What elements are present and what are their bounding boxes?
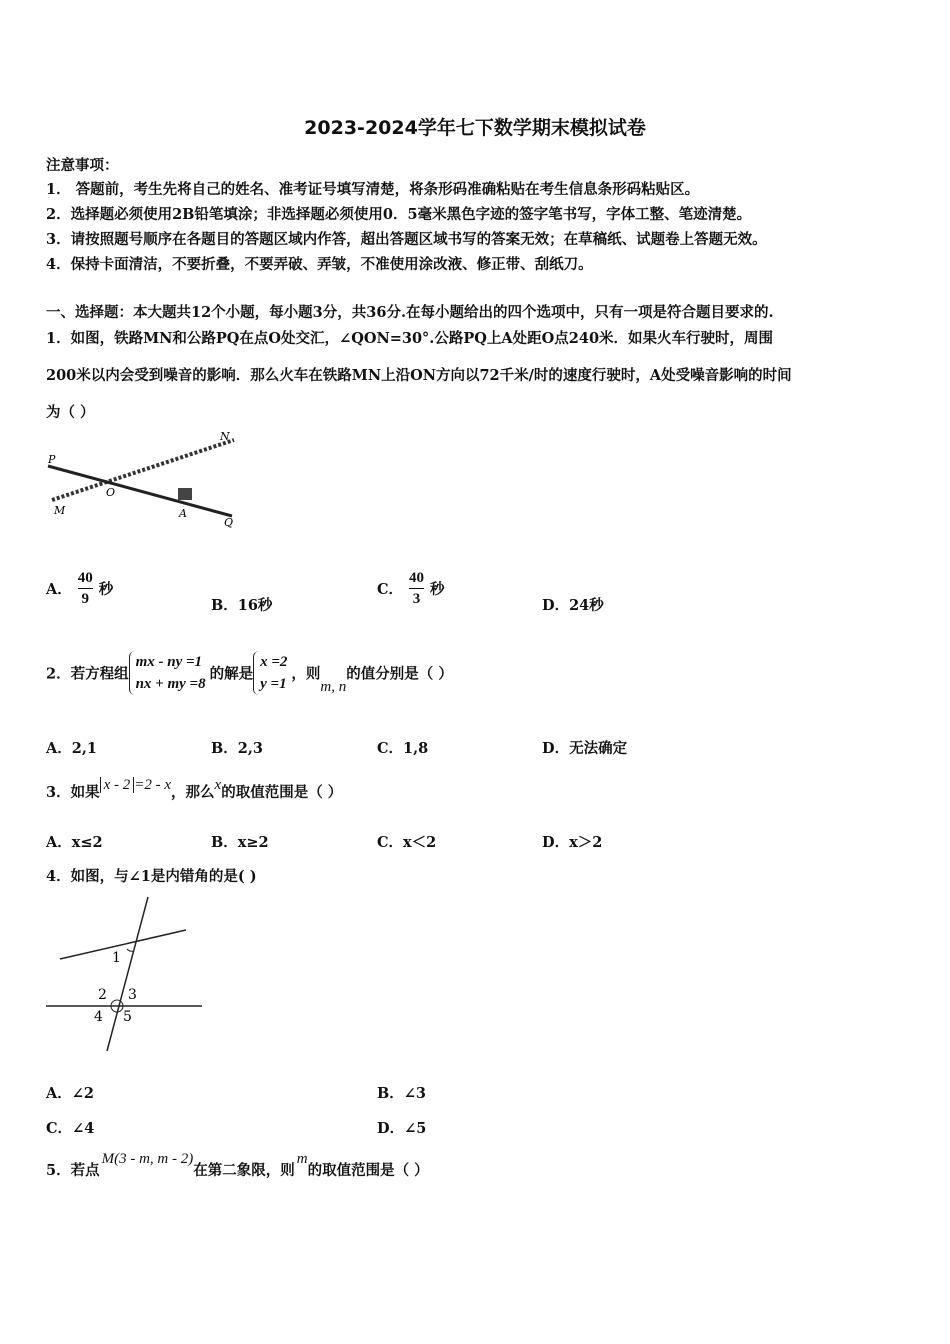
q2-option-d: D．无法确定 <box>542 740 628 757</box>
label-p: P <box>48 453 56 466</box>
angle-label-4: 4 <box>94 1009 103 1025</box>
q3-option-c: C．x＜2 <box>377 834 437 851</box>
q2-text: 2．若方程组 mx - ny =1 nx + my =8 的解是 x =2 y =1 ，则m, n的值分别是（ ） <box>46 651 453 696</box>
q4-figure <box>44 893 209 1058</box>
q4-option-a: A．∠2 <box>46 1085 94 1102</box>
q3-option-b: B．x≥2 <box>211 834 269 851</box>
q2-option-a: A．2,1 <box>46 740 97 757</box>
transversal <box>107 897 148 1051</box>
q3-option-d: D．x＞2 <box>542 834 603 851</box>
q1-figure <box>44 428 244 533</box>
q1-option-b: B．16秒 <box>211 597 273 614</box>
angle-label-3: 3 <box>128 987 137 1003</box>
angle-label-2: 2 <box>98 987 107 1003</box>
q2-option-b: B．2,3 <box>211 740 263 757</box>
q1-text-line1: 1．如图，铁路MN和公路PQ在点O处交汇，∠QON=30°.公路PQ上A处距O点240米．如果火车行驶时，周围 <box>46 330 774 347</box>
line-upper <box>60 930 186 959</box>
notice-item: 1． 答题前，考生先将自己的姓名、准考证号填写清楚，将条形码准确粘贴在考生信息条形码粘贴区。 <box>46 181 700 198</box>
q2-option-c: C．1,8 <box>377 740 429 757</box>
q4-text: 4．如图，与∠1是内错角的是( ) <box>46 868 257 885</box>
label-q: Q <box>224 516 234 529</box>
label-n: N <box>220 430 230 443</box>
page-title: 2023-2024学年七下数学期末模拟试卷 <box>304 117 646 139</box>
notice-heading: 注意事项： <box>46 157 119 174</box>
q4-option-b: B．∠3 <box>377 1085 426 1102</box>
q1-option-a: A． $\frac{40}{9}$ 秒 <box>46 570 114 607</box>
angle-label-1: 1 <box>112 950 121 966</box>
q1-text-line2: 200米以内会受到噪音的影响．那么火车在铁路MN上沿ON方向以72千米/时的速度行驶时，A处受噪音影响的时间 <box>46 367 792 384</box>
q1-option-c: C． $\frac{40}{3}$ 秒 <box>377 570 445 607</box>
q5-text: 5．若点M(3 - m, m - 2)在第二象限，则m的取值范围是（ ） <box>46 1151 429 1179</box>
notice-item: 2．选择题必须使用2B铅笔填涂；非选择题必须使用0．5毫米黑色字迹的签字笔书写，字体工整、笔迹清楚。 <box>46 206 752 223</box>
q4-option-c: C．∠4 <box>46 1120 95 1137</box>
q3-option-a: A．x≤2 <box>46 834 103 851</box>
building-a <box>178 488 192 500</box>
q1-option-d: D．24秒 <box>542 597 604 614</box>
q1-text-line3: 为（ ） <box>46 404 95 421</box>
angle-label-5: 5 <box>123 1009 132 1025</box>
angle-arc-1 <box>127 949 134 951</box>
q3-text: 3．如果 x - 2 =2 - x，那么x的取值范围是（ ） <box>46 777 343 801</box>
label-a: A <box>179 507 187 520</box>
label-m: M <box>54 504 66 517</box>
notice-item: 3．请按照题号顺序在各题目的答题区域内作答，超出答题区域书写的答案无效；在草稿纸、试题卷上答题无效。 <box>46 231 767 248</box>
section-heading: 一、选择题：本大题共12个小题，每小题3分，共36分.在每小题给出的四个选项中，只有一项是符合题目要求的. <box>46 304 774 321</box>
label-o: O <box>106 486 116 499</box>
q4-option-d: D．∠5 <box>377 1120 427 1137</box>
notice-item: 4．保持卡面清洁，不要折叠，不要弄破、弄皱，不准使用涂改液、修正带、刮纸刀。 <box>46 256 593 273</box>
